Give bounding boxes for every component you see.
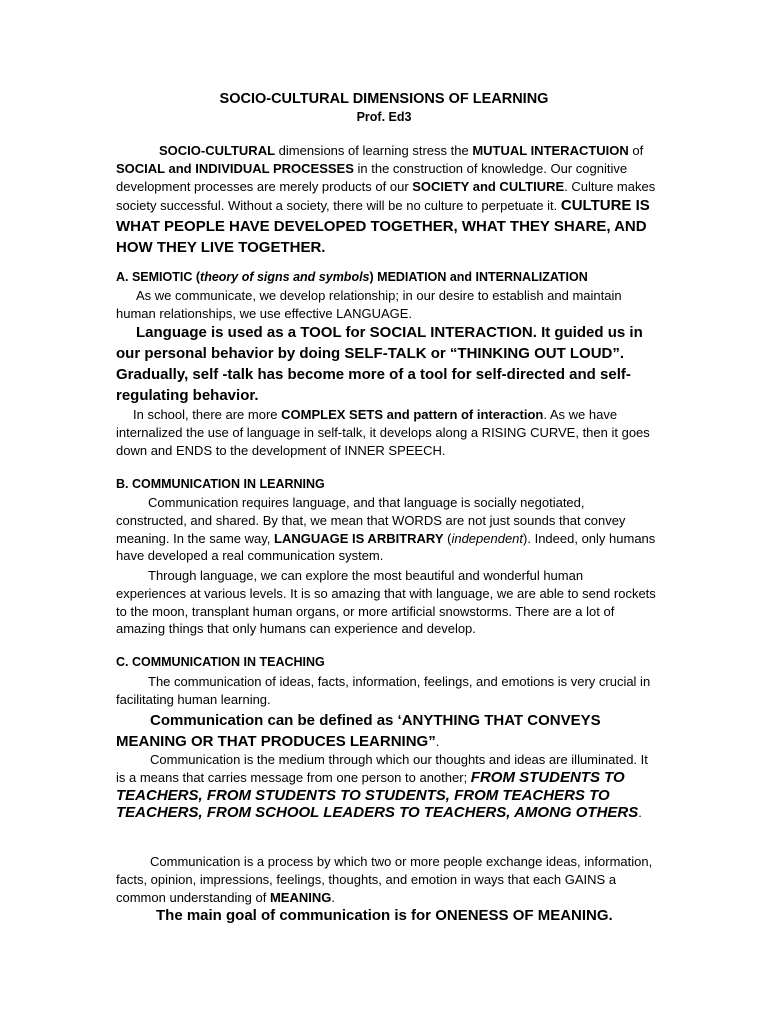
paragraph-text: COMPLEX SETS and pattern of interaction (281, 407, 544, 422)
paragraph-text: . (638, 805, 642, 821)
section-a-paragraph (116, 406, 656, 459)
intro-text: . Culture makes society successful. Without a society, there will be no culture to perpetuate it. (116, 178, 656, 214)
paragraph-text: ( (443, 530, 452, 546)
heading-text: theory of signs and symbols (200, 270, 370, 284)
intro-emphasis: CULTURE IS WHAT PEOPLE HAVE DEVELOPED TOGETHER, WHAT THEY SHARE, AND HOW THEY LIVE TOGETHER. (116, 197, 650, 257)
section-c-paragraph (116, 751, 656, 822)
heading-text: A. SEMIOTIC ( (116, 270, 201, 284)
intro-paragraph (116, 142, 656, 258)
section-a-paragraph: As we communicate, we develop relationship; in our desire to establish and maintain human relationships, we use effective LANGUAGE. (116, 288, 622, 321)
intro-text: SOCIETY and CULTIURE (412, 178, 565, 194)
paragraph-text: LANGUAGE IS ARBITRARY (274, 530, 444, 546)
document-subtitle: Prof. Ed3 (356, 110, 412, 124)
emphasis-text: Communication can be defined as ‘ANYTHING THAT CONVEYS MEANING OR THAT PRODUCES LEARNING” (116, 712, 601, 750)
paragraph-text: MEANING (269, 889, 332, 905)
intro-text: SOCIO-CULTURAL (159, 143, 276, 158)
paragraph-text: . As we have internalized the use of language in self-talk, it develops along a RISING CURVE, then it goes down and ENDS to the development of INNER SPEECH. (116, 407, 650, 458)
paragraph-text: . (331, 889, 335, 905)
paragraph-text: Communication is the medium through which our thoughts and ideas are illuminated. It is a means that carries message from one person to another; (116, 752, 648, 785)
section-a-heading (116, 270, 588, 284)
intro-text: of (632, 143, 644, 158)
heading-text: ) MEDIATION and INTERNALIZATION (369, 270, 588, 284)
paragraph-text: In school, there are more (133, 407, 282, 422)
section-c-emphasis (116, 710, 656, 752)
intro-text: SOCIAL and INDIVIDUAL PROCESSES (116, 160, 354, 176)
section-c-paragraph (116, 853, 656, 906)
paragraph-text: independent (451, 530, 524, 546)
paragraph-text: Communication is a process by which two or more people exchange ideas, information, facts, opinion, impressions, feelings, thoughts, and emotion in ways that each GAINS a common understanding of (116, 854, 653, 905)
section-c-paragraph: The communication of ideas, facts, information, feelings, and emotions is very crucial in facilitating human learning. (116, 674, 651, 707)
emphasis-text: FROM STUDENTS TO TEACHERS, FROM STUDENTS TO STUDENTS, FROM TEACHERS TO TEACHERS, FROM SCHOOL LEADERS TO TEACHERS, AMONG OTHERS (116, 768, 639, 822)
intro-text: MUTUAL INTERACTUION (472, 143, 629, 158)
section-c-heading: C. COMMUNICATION IN TEACHING (116, 655, 325, 669)
section-c-conclusion: The main goal of communication is for ONENESS OF MEANING. (156, 907, 613, 924)
section-b-heading: B. COMMUNICATION IN LEARNING (116, 477, 325, 491)
intro-text: in the construction of knowledge. Our cognitive development processes are merely products of our (116, 160, 628, 194)
paragraph-text: ). Indeed, only humans have developed a real communication system. (116, 530, 656, 564)
intro-text: dimensions of learning stress the (275, 143, 473, 158)
document-title: SOCIO-CULTURAL DIMENSIONS OF LEARNING (219, 91, 549, 107)
section-b-paragraph (116, 494, 656, 565)
section-a-emphasis: Language is used as a TOOL for SOCIAL INTERACTION. It guided us in our personal behavior by doing SELF-TALK or “THINKING OUT LOUD”. Gradually, self -talk has become more of a tool for self-directed and self-regulating behavior. (116, 324, 643, 404)
paragraph-text: Communication requires language, and that language is socially negotiated, constructed, and shared. By that, we mean that WORDS are not just sounds that convey meaning. In the same way, (116, 495, 626, 546)
paragraph-text: . (435, 734, 440, 749)
section-b-paragraph: Through language, we can explore the most beautiful and wonderful human experiences at various levels. It is so amazing that with language, we are able to send rockets to the moon, transplant human organs, or more artificial snowstorms. There are a lot of amazing things that only humans can experience and develop. (116, 568, 656, 637)
